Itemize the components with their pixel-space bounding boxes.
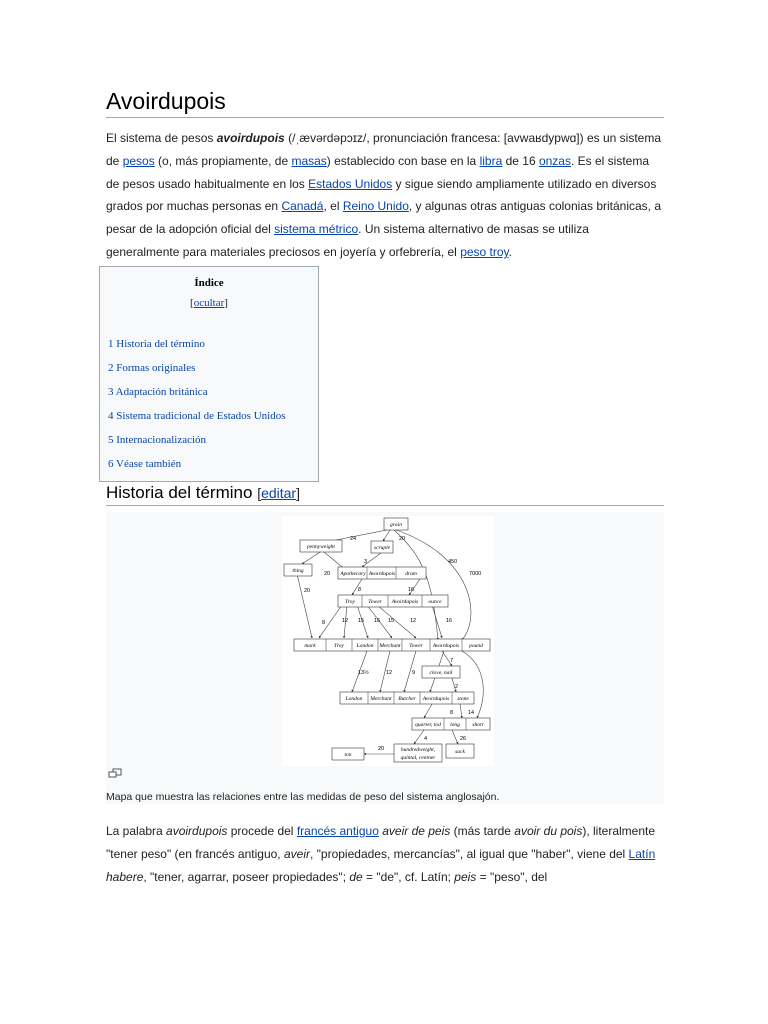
edge-label: 16 [374,618,381,624]
toc-item-label[interactable]: 5 Internacionalización [108,434,207,446]
toc-item-label[interactable]: 6 Véase también [108,458,182,470]
italic-term: habere [106,869,144,884]
link-libra[interactable]: libra [479,153,503,168]
node-long: long [450,722,460,728]
bracket: ] [224,297,228,309]
magnify-icon[interactable] [108,768,122,778]
node-merchant: Merchant [379,643,401,649]
toc-item[interactable] [108,337,286,361]
figure-thumbnail [106,512,664,804]
italic-term: peis [454,869,477,884]
weight-relations-diagram[interactable] [282,516,494,766]
text: , "tener, agarrar, poseer propiedades"; [143,869,350,884]
node-ounce: ounce [428,599,442,605]
text: . [508,244,512,259]
node-tower: Tower [368,599,382,605]
text: (/ˌævərdəpɔɪz/, pronunciación francesa: [avwaʁdypwɑ]) es un sistema de [106,131,662,168]
node-butcher: Butcher [398,696,416,702]
edge-label: 8 [322,620,326,626]
italic-term: aveir [283,846,310,861]
section-heading-text: Historia del término [106,483,253,502]
node-avoirdupois: Avoirdupois [368,571,396,577]
node-short: short [472,722,484,728]
toc-toggle [100,297,318,309]
bracket: [ [190,297,194,309]
bracket: [ [257,485,262,501]
edit-section [257,485,300,501]
node-tower2: Tower [409,643,423,649]
text: , "propiedades, mercancías", al igual que "haber", viene del [309,846,629,861]
bracket: ] [296,485,300,501]
text: de 16 [502,153,539,168]
link-peso-troy[interactable]: peso troy [460,244,509,259]
text: ), literalmente "tener peso" (en francés antiguo, [106,824,656,861]
text: La palabra [106,824,167,838]
link-sistema-metrico[interactable]: sistema métrico [274,222,359,237]
toc-item-label[interactable]: 3 Adaptación británica [108,386,208,398]
link-canada[interactable]: Canadá [281,199,324,214]
node-scruple: scruple [373,545,391,551]
edge-label: 16 [408,587,415,593]
edge-label: 26 [460,736,467,742]
toc-item[interactable] [108,409,286,433]
edge-label: 450 [448,559,458,565]
edge-label: 16 [446,618,453,624]
link-pesos[interactable]: pesos [122,153,155,168]
toc-item[interactable] [108,433,286,457]
node-stone: stone [457,696,469,702]
toc-item-label[interactable]: 2 Formas originales [108,362,196,374]
text: . Es el sistema de pesos usado habitualmente en los [106,153,650,191]
node-dram: dram [405,571,417,577]
edit-link[interactable]: editar [261,485,297,501]
node-hundredweight: hundredweight, [400,747,436,753]
edge-label: 15 [388,618,395,624]
etymology-paragraph [106,820,666,888]
toc-title: Índice [194,277,224,289]
edge-label: 20 [304,588,311,594]
term-avoirdupois: avoirdupois [216,131,285,145]
edge-label: 7000 [469,571,482,577]
text: procede del [227,824,297,838]
node-apothecary: Apothecary [340,571,366,577]
text: (o, más propiamente, de [154,153,292,168]
edge-label: 15 [358,618,365,624]
text: (más tarde [450,824,515,838]
intro-paragraph [106,127,664,264]
text: y sigue siendo ampliamente utilizado en diversos grados por muchas personas en [106,176,657,214]
node-clove-nail: clove, nail [429,670,453,676]
link-onzas[interactable]: onzas [538,153,571,168]
edge-label: 8 [358,587,362,593]
edge-label: 13½ [358,670,369,676]
text: . Un sistema alternativo de masas se utiliza generalmente para materiales preciosos en joyería y orfebrería, el [106,222,589,259]
edge-label: 3 [364,559,368,565]
toc-item[interactable] [108,361,286,385]
edge-label: 9 [412,670,416,676]
text: = "de", cf. Latín; [362,869,455,884]
node-troy: Troy [345,599,355,605]
node-quarter-tod: quarter, tod [415,722,441,728]
edge-label: 7 [450,658,454,664]
node-mark: mark [304,643,316,649]
italic-term: de [349,869,363,884]
edge-label: 24 [350,536,357,542]
edge-label: 2 [455,684,459,690]
edge-label: 12 [386,670,393,676]
edge-label: 20 [378,746,385,752]
node-london: London [356,643,374,649]
section-heading [106,483,664,506]
node-avoirdupois4: Avoirdupois [422,696,450,702]
page-title: Avoirdupois [106,88,664,118]
text: , el [323,199,343,214]
link-masas[interactable]: masas [291,153,327,168]
link-reino-unido[interactable]: Reino Unido [342,199,409,214]
italic-term: avoir du pois [514,824,583,838]
italic-term: avoirdupois [166,824,228,838]
toc-item[interactable] [108,457,286,481]
edge-label: 12 [410,618,417,624]
node-avoirdupois3: Avoirdupois [432,643,460,649]
node-ton: ton [344,752,352,758]
node-pennyweight: pennyweight [307,544,335,550]
node-sack: sack [455,749,465,755]
edge-label: 14 [468,710,475,716]
node-quintal: quintal, centner [400,755,436,761]
link-estados-unidos[interactable]: Estados Unidos [308,176,393,191]
text: = "peso", del [476,869,548,884]
node-london2: London [345,696,363,702]
text: , y algunas otras antiguas colonias británicas, a pesar de la adopción oficial del [106,199,662,237]
node-merchant2: Merchant [370,696,392,702]
text: El sistema de pesos [106,131,217,145]
node-pound: pound [469,643,483,649]
figure-caption: Mapa que muestra las relaciones entre las medidas de peso del sistema anglosajón. [106,791,500,803]
node-avoirdupois2: Avoirdupois [391,599,419,605]
edge-label: 8 [450,710,454,716]
table-of-contents [99,266,319,482]
toc-list [108,337,286,481]
toc-item-label[interactable]: 1 Historia del término [108,338,205,350]
node-grain: grain [390,522,402,528]
link-frances-antiguo[interactable]: francés antiguo [296,824,379,838]
node-troy2: Troy [334,643,344,649]
toc-item-label[interactable]: 4 Sistema tradicional de Estados Unidos [108,410,286,422]
edge-label: 12 [342,618,349,624]
italic-term: aveir de peis [382,824,451,838]
toc-item[interactable] [108,385,286,409]
toc-hide-link[interactable]: ocultar [193,297,225,309]
text: ) establecido con base en la [326,153,480,168]
link-latin[interactable]: Latín [628,846,656,861]
node-thing: thing [292,568,304,574]
edge-label: 20 [324,571,331,577]
edge-label: 4 [424,736,428,742]
edge-label: 20 [399,536,406,542]
